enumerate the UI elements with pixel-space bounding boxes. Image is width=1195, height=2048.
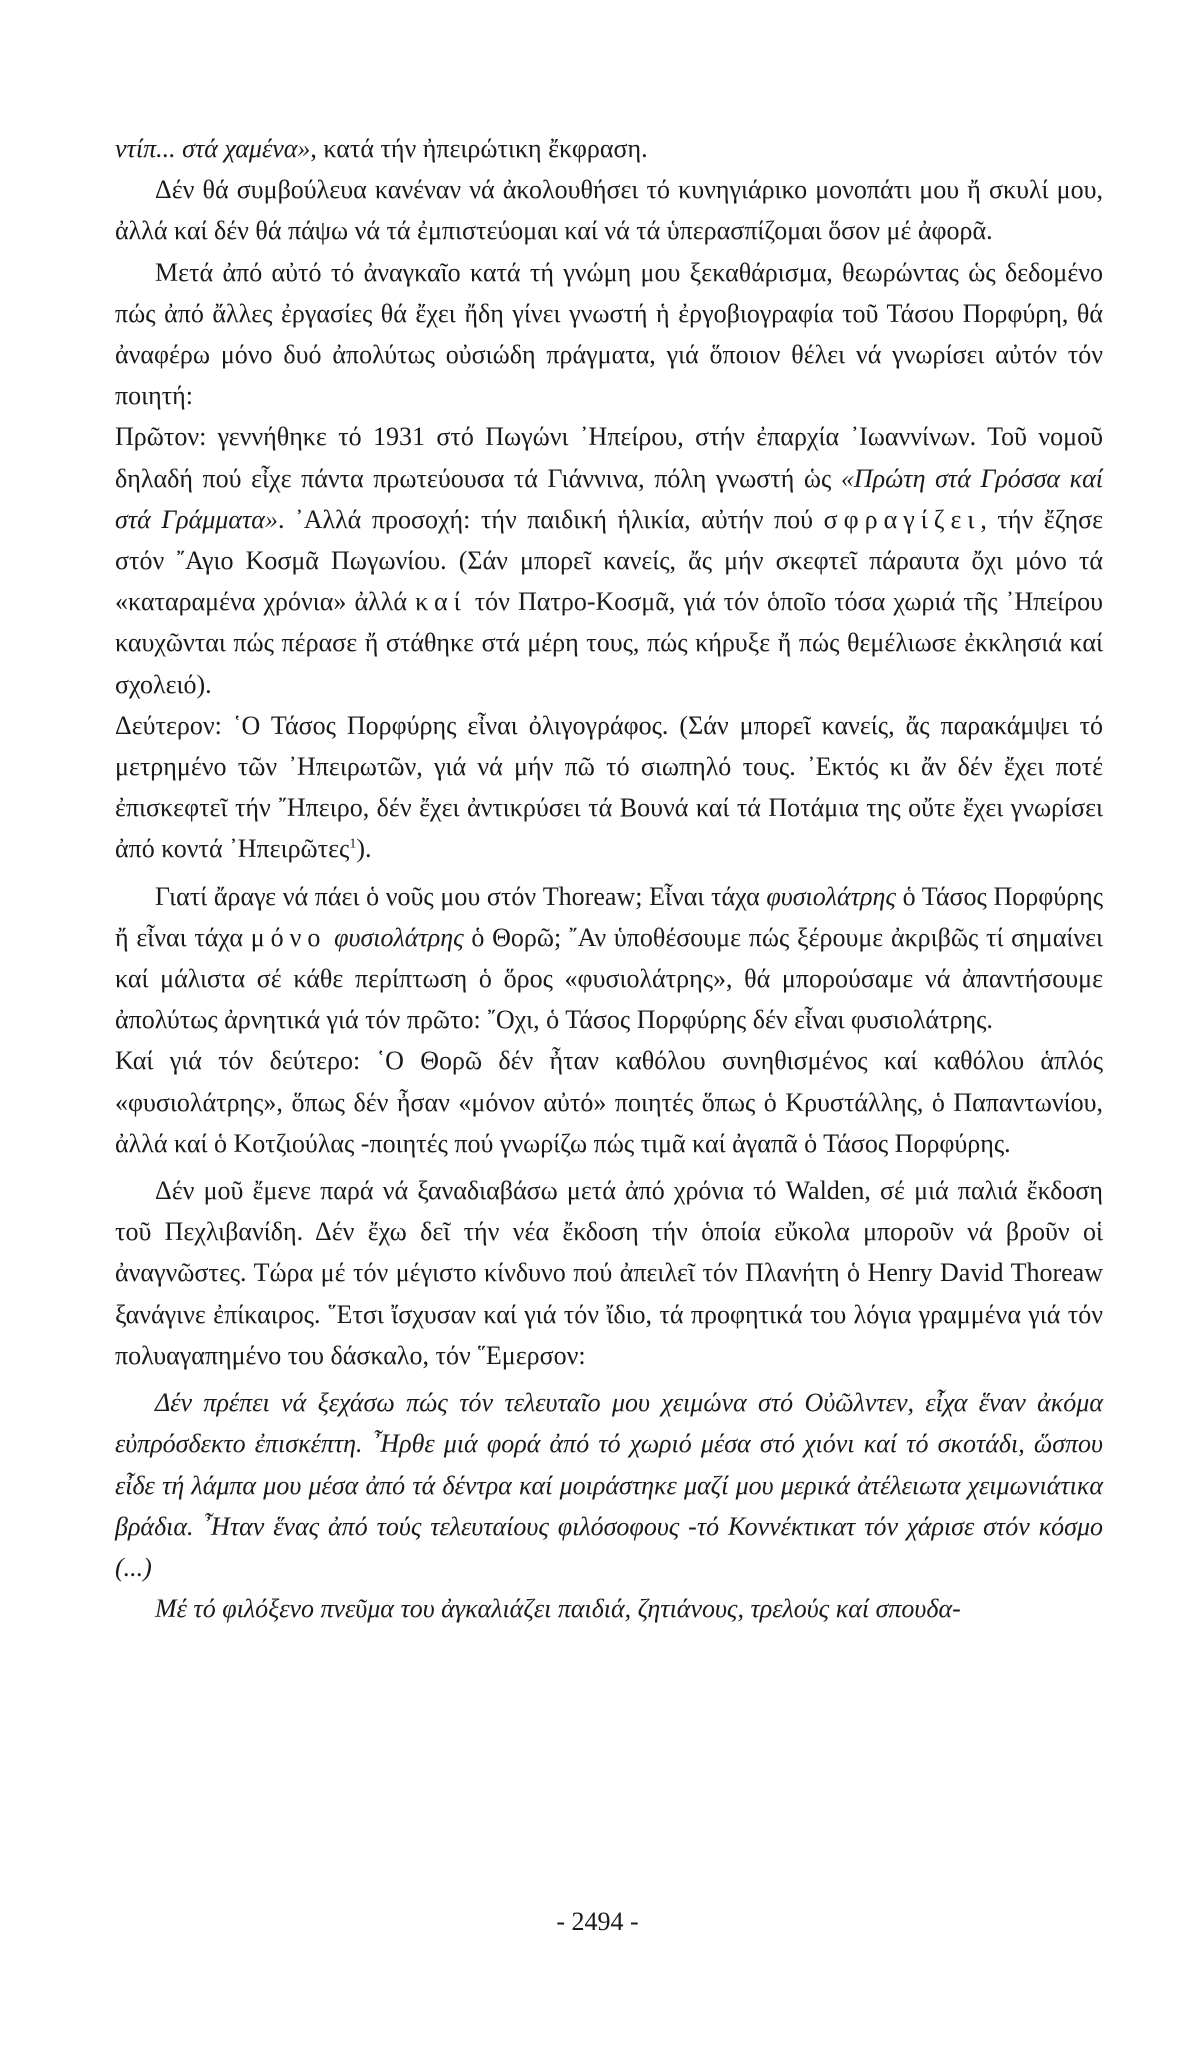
paragraph-2: Δέν θά συμβούλευα κανέναν νά ἀκολουθήσει τό κυνηγιάρικο μονοπάτι μου ἤ σκυλί μου, ἀλλά καί δέν θά πάψω νά τά ἐμπιστεύομαι καί νά τά ὑπερασπίζομαι ὅσον μέ ἀφορᾶ. [115, 175, 1103, 246]
paragraph-3: Μετά ἀπό αὐτό τό ἀναγκαῖο κατά τή γνώμη μου ξεκαθάρισμα, θεωρώντας ὡς δεδομένο πώς ἀπό ἄλλες ἐργασίες θά ἔχει ἤδη γίνει γνωστή ἡ ἐργοβιογραφία τοῦ Τάσου Πορφύρη, θά ἀναφέρω μόνο δυό ἀπολύτως οὐσιώδη πράγματα, γιά ὅποιον θέλει νά γνωρίσει αὐτόν τόν ποιητή: [115, 257, 1103, 411]
paragraph-1 [115, 128, 1103, 169]
text-run: τόν Πατρο-Κοσμᾶ, γιά τόν ὁποῖο τόσα χωριά τῆς ᾿Ηπείρου καυχῶνται πώς πέρασε ἤ στάθηκε στά μέρη τους, πώς κήρυξε ἤ πώς θεμέλιωσε ἐκκλησιά καί σχολειό). [115, 587, 1103, 699]
text-run: . ᾿Αλλά προσοχή: τήν παιδική ἡλικία, αὐτήν πού [277, 504, 824, 534]
text-run: Γιατί ἄραγε νά πάει ὁ νοῦς μου στόν Thoreaw; Εἶναι τάχα [155, 881, 767, 911]
italic-quote: «Πρώτη στά Γρόσσα καί στά Γράμματα» [115, 463, 1103, 534]
spaced-emphasis: μόνο [250, 922, 327, 952]
italic-term: φυσιολάτρης [334, 922, 464, 952]
footnote-marker: 1 [349, 836, 357, 852]
body-text [115, 128, 1103, 1629]
text-run [326, 923, 334, 952]
italic-quote: ντίπ... στά χαμένα» [115, 134, 311, 163]
text-run: , κατά τήν ἠπειρώτικη ἔκφραση. [310, 134, 648, 163]
page-number: - 2494 - [556, 1907, 639, 1936]
italic-term: φυσιολάτρης [766, 881, 896, 911]
text-run: ὁ Τάσος Πορφύρης ἤ εἶναι τάχα [115, 881, 1104, 952]
text-run: Πρῶτον: γεννήθηκε τό 1931 στό Πωγώνι ᾿Ηπείρου, στήν ἐπαρχία ᾿Ιωαννίνων. Τοῦ νομοῦ δηλαδή πού εἶχε πάντα πρωτεύουσα τά Γιάννινα, πόλη γνωστή ὡς [115, 422, 1103, 493]
paragraph-first-point [115, 416, 1103, 704]
text-run: ὁ Θορῶ; ῎Αν ὑποθέσουμε πώς ξέρουμε ἀκριβῶς τί σημαίνει καί μάλιστα σέ κάθε περίπτωση ὁ ὅρος «φυσιολάτρης», θά μπορούσαμε νά ἀπαντήσουμε ἀπολύτως ἀρνητικά γιά τόν πρῶτο: ῎Οχι, ὁ Τάσος Πορφύρης δέν εἶναι φυσιολάτρης. [115, 922, 1104, 1035]
paragraph-walden: Δέν μοῦ ἔμενε παρά νά ξαναδιαβάσω μετά ἀπό χρόνια τό Walden, σέ μιά παλιά ἔκδοση τοῦ Πεχλιβανίδη. Δέν ἔχω δεῖ τήν νέα ἔκδοση τήν ὁποία εὔκολα μποροῦν νά βροῦν οἱ ἀναγνῶστες. Τώρα μέ τόν μέγιστο κίνδυνο πού ἀπειλεῖ τόν Πλανήτη ὁ Henry David Thoreaw ξανάγινε ἐπίκαιρος. ῞Ετσι ἴσχυσαν καί γιά τόν ἴδιο, τά προφητικά του λόγια γραμμένα γιά τόν πολυαγαπημένο του δάσκαλο, τόν ῞Εμερσον: [115, 1176, 1103, 1370]
spaced-emphasis: σφραγίζει [823, 504, 981, 534]
text-run: , τήν ἔζησε στόν ῎Αγιο Κοσμᾶ Πωγωνίου. (Σάν μπορεῖ κανείς, ἄς μήν σκεφτεῖ πάραυτα ὄχι μόνο τά «καταραμένα χρόνια» ἀλλά [115, 504, 1103, 617]
text-run: Δεύτερον: ῾Ο Τάσος Πορφύρης εἶναι ὀλιγογράφος. (Σάν μπορεῖ κανείς, ἄς παρακάμψει τό μετρημένο τῶν ᾿Ηπειρωτῶν, γιά νά μήν πῶ τό σιωπηλό τους. ᾿Εκτός κι ἄν δέν ἔχει ποτέ ἐπισκεφτεῖ τήν ῎Ηπειρο, δέν ἔχει ἀντικρύσει τά Βουνά καί τά Ποτάμια της οὔτε ἔχει γνωρίσει ἀπό κοντά ᾿Ηπειρῶτες [115, 710, 1103, 864]
paragraph-second-answer: Καί γιά τόν δεύτερο: ῾Ο Θορῶ δέν ἦταν καθόλου συνηθισμένος καί καθόλου ἁπλός «φυσιολάτρης», ὅπως δέν ἦσαν «μόνον αὐτό» ποιητές ὅπως ὁ Κρυστάλλης, ὁ Παπαντωνίου, ἀλλά καί ὁ Κοτζιούλας -ποιητές πού γνωρίζω πώς τιμᾶ καί ἀγαπᾶ ὁ Τάσος Πορφύρης. [115, 1046, 1103, 1158]
spaced-emphasis: καί [415, 587, 467, 617]
quote-paragraph-2: Μέ τό φιλόξενο πνεῦμα του ἀγκαλιάζει παιδιά, ζητιάνους, τρελούς καί σπουδα- [155, 1594, 961, 1624]
paragraph-second-point [115, 705, 1103, 870]
paragraph-thoreau-question [115, 876, 1103, 1041]
text-run: ). [356, 834, 372, 864]
quote-paragraph-1: Δέν πρέπει νά ξεχάσω πώς τόν τελευταῖο μου χειμώνα στό Οὐῶλντεν, εἶχα ἕναν ἀκόμα εὐπρόσδεκτο ἐπισκέπτη. ῏Ηρθε μιά φορά ἀπό τό χωριό μέσα στό χιόνι καί τό σκοτάδι, ὥσπου εἶδε τή λάμπα μου μέσα ἀπό τά δέντρα καί μοιράστηκε μαζί μου μερικά ἀτέλειωτα χειμωνιάτικα βράδια. ῏Ηταν ἕνας ἀπό τούς τελευταίους φιλόσοφους -τό Κοννέκτικατ τόν χάρισε στόν κόσμο (...) [115, 1388, 1103, 1582]
